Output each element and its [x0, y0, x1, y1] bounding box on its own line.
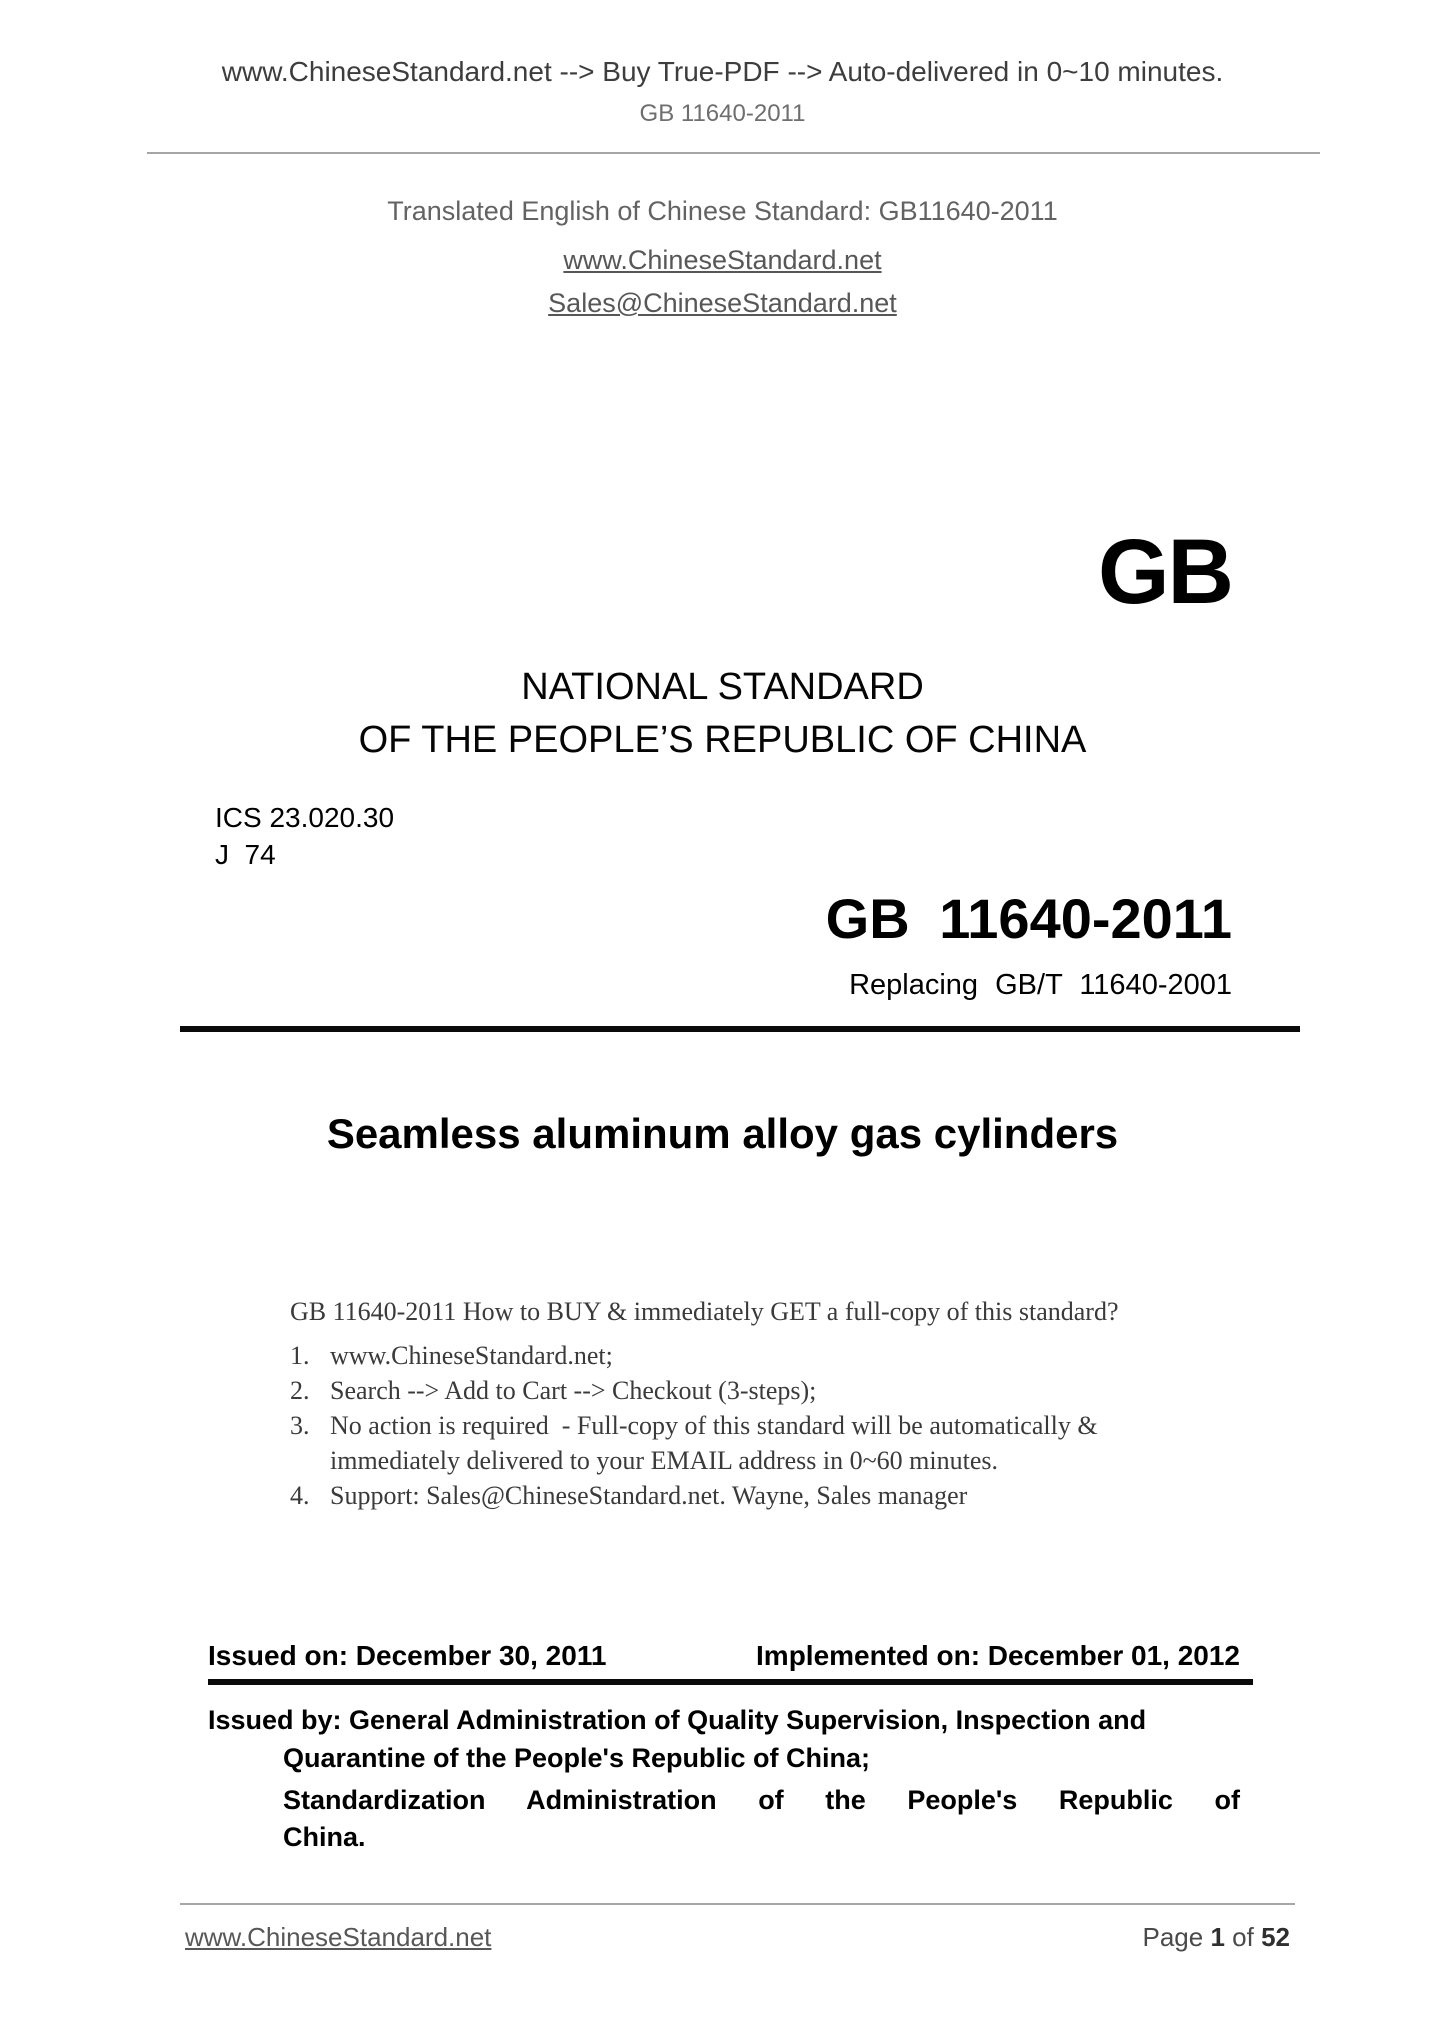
how-to-buy-item	[290, 1373, 1310, 1408]
how-to-buy-section	[290, 1294, 1310, 1513]
email-link-wrap	[0, 288, 1445, 319]
title-divider	[180, 1026, 1300, 1032]
ics-code: ICS 23.020.30	[215, 802, 395, 833]
how-to-buy-heading: GB 11640-2011 How to BUY & immediately GET a full-copy of this standard?	[290, 1297, 1119, 1326]
how-to-buy-item	[290, 1478, 1310, 1513]
header-doc-code: GB 11640-2011	[639, 100, 806, 127]
item-text: Search --> Add to Cart --> Checkout (3-steps);	[330, 1376, 817, 1405]
item-text-line1: No action is required - Full-copy of this standard will be automatically &	[330, 1411, 1098, 1440]
replacing-line: Replacing GB/T 11640-2001	[849, 969, 1232, 1001]
issued-by-line4: China.	[283, 1822, 366, 1852]
classification-code: J 74	[215, 839, 276, 870]
issued-by-line1: Issued by: General Administration of Quality Supervision, Inspection and	[208, 1705, 1147, 1735]
item-number: 1.	[290, 1341, 310, 1370]
footer-website-link[interactable]: www.ChineseStandard.net	[185, 1922, 492, 1952]
email-link[interactable]: Sales@ChineseStandard.net	[548, 288, 897, 318]
footer-divider	[180, 1903, 1295, 1905]
standard-title: Seamless aluminum alloy gas cylinders	[326, 1110, 1119, 1157]
national-standard-line2: OF THE PEOPLE’S REPUBLIC OF CHINA	[358, 719, 1087, 761]
translated-line: Translated English of Chinese Standard: GB11640-2011	[387, 196, 1058, 226]
gb-logo: GB	[1098, 521, 1232, 623]
page-current: 1	[1210, 1922, 1225, 1952]
implemented-on-date: Implemented on: December 01, 2012	[756, 1640, 1240, 1671]
issued-by-line3: Standardization Administration of the People's Republic of	[283, 1785, 1240, 1815]
item-text-line2: immediately delivered to your EMAIL address in 0~60 minutes.	[330, 1446, 999, 1475]
item-number: 2.	[290, 1376, 310, 1405]
dates-divider	[208, 1679, 1253, 1685]
item-text: Support: Sales@ChineseStandard.net. Wayne, Sales manager	[330, 1481, 968, 1510]
header-divider	[147, 152, 1320, 154]
item-text: www.ChineseStandard.net;	[330, 1341, 613, 1370]
issued-by-section	[208, 1705, 1255, 1853]
of-label: of	[1232, 1922, 1254, 1952]
dates-row	[208, 1640, 1240, 1672]
footer-row	[185, 1922, 1290, 1953]
national-standard-line1: NATIONAL STANDARD	[521, 666, 924, 708]
how-to-buy-item	[290, 1408, 1310, 1478]
header-buy-line: www.ChineseStandard.net --> Buy True-PDF --> Auto-delivered in 0~10 minutes.	[221, 56, 1224, 87]
item-text	[330, 1408, 1310, 1478]
issued-on-date: Issued on: December 30, 2011	[208, 1640, 607, 1671]
item-number: 3.	[290, 1411, 310, 1440]
standard-code-heading: GB 11640-2011	[825, 887, 1232, 950]
how-to-buy-item	[290, 1338, 1310, 1373]
website-link-wrap	[0, 245, 1445, 276]
website-link[interactable]: www.ChineseStandard.net	[563, 245, 882, 275]
item-number: 4.	[290, 1481, 310, 1510]
issued-by-line2: Quarantine of the People's Republic of China;	[283, 1743, 870, 1773]
page-number	[1142, 1922, 1290, 1953]
page-total: 52	[1261, 1922, 1290, 1952]
page-label: Page	[1142, 1922, 1204, 1952]
